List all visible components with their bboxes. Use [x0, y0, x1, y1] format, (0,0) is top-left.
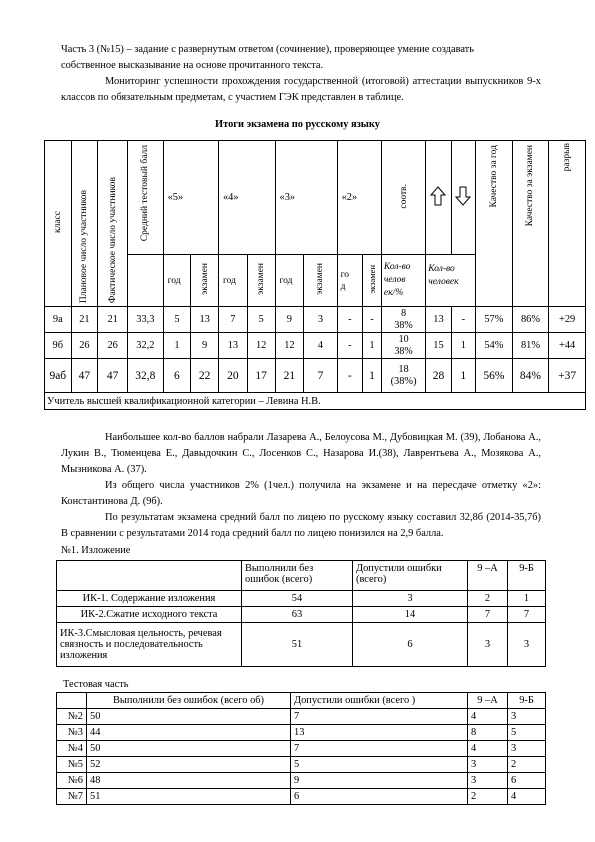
body-text: [61, 430, 541, 542]
test-cell: 50: [87, 741, 291, 757]
test-cell: 7: [291, 709, 468, 725]
test-row: [57, 741, 546, 757]
teacher-footer: Учитель высшей квалификационной категории – Левина Н.В.: [45, 393, 586, 410]
results-cell: 1: [451, 359, 475, 393]
results-cell: 8 38%: [381, 307, 425, 333]
results-cell: 57%: [476, 307, 513, 333]
test-header-cell: Выполнили без ошибок (всего об): [87, 693, 291, 709]
test-cell: 50: [87, 709, 291, 725]
sub-g3-exam: экзамен: [304, 255, 337, 307]
test-cell: №4: [57, 741, 87, 757]
essay-header-cell: 9-Б: [508, 561, 546, 591]
results-cell: 1: [363, 359, 382, 393]
test-row: [57, 757, 546, 773]
essay-cell: 3: [508, 623, 546, 667]
test-cell: 6: [508, 773, 546, 789]
results-cell: +44: [549, 333, 586, 359]
test-cell: 9: [291, 773, 468, 789]
results-cell: 21: [98, 307, 128, 333]
results-cell: 1: [163, 333, 191, 359]
results-cell: 9: [275, 307, 304, 333]
results-cell: 10 38%: [381, 333, 425, 359]
para-average: По результатам экзамена средний балл по лицею по русскому языку составил 32,8б (2014-35,7б) В сравнении с результатами 2014 года средний балл по лицею понизился на 2,9 балла.: [61, 512, 541, 539]
essay-table: [56, 560, 546, 667]
essay-cell: 1: [508, 591, 546, 607]
results-cell: 21: [71, 307, 98, 333]
test-cell: 3: [468, 757, 508, 773]
test-cell: 3: [468, 773, 508, 789]
results-cell: 28: [426, 359, 451, 393]
results-cell: 7: [218, 307, 247, 333]
para-failures: Из общего числа участников 2% (1чел.) получила на экзамене и на пересдаче отметку «2»: Константинова Д. (9б).: [61, 480, 541, 507]
results-cell: 5: [163, 307, 191, 333]
header-actual: Фактическое число участников: [98, 141, 128, 307]
header-avg-blank: [128, 255, 163, 307]
results-cell: -: [451, 307, 475, 333]
results-cell: 21: [275, 359, 304, 393]
results-row: [45, 359, 586, 393]
results-cell: 32,8: [128, 359, 163, 393]
essay-cell: 51: [242, 623, 353, 667]
essay-header-row: [57, 561, 546, 591]
test-cell: 51: [87, 789, 291, 805]
test-cell: 6: [291, 789, 468, 805]
results-cell: 81%: [512, 333, 549, 359]
essay-row: [57, 623, 546, 667]
test-table: [56, 692, 546, 805]
sub-g5-year: год: [163, 255, 191, 307]
results-cell: 5: [247, 307, 275, 333]
sub-g2-exam: экзамен: [363, 255, 382, 307]
test-cell: №7: [57, 789, 87, 805]
results-cell: 4: [304, 333, 337, 359]
para-top-scorers: Наибольшее кол-во баллов набрали Лазарева А., Белоусова М., Дубовицкая М. (39), Лобанова А., Лукин В., Тюменцева Е., Давыдочкин С., Лосенков С., Назарова И.(38), Лаврентьева А., Мозякова А., Мызникова А. (37).: [61, 432, 541, 475]
test-cell: 52: [87, 757, 291, 773]
header-g4: «4»: [218, 141, 275, 255]
test-row: [57, 773, 546, 789]
results-cell: -: [337, 307, 362, 333]
essay-cell: 54: [242, 591, 353, 607]
results-cell: 9: [191, 333, 219, 359]
essay-cell: ИК-2.Сжатие исходного текста: [57, 607, 242, 623]
test-cell: 44: [87, 725, 291, 741]
sub-match: Кол-во челов ек/%: [381, 255, 425, 307]
results-cell: 32,2: [128, 333, 163, 359]
header-quality-exam: Качество за экзамен: [512, 141, 549, 307]
test-cell: №2: [57, 709, 87, 725]
essay-cell: 14: [353, 607, 468, 623]
essay-header-cell: [57, 561, 242, 591]
results-cell: 20: [218, 359, 247, 393]
test-cell: №5: [57, 757, 87, 773]
essay-cell: ИК-1. Содержание изложения: [57, 591, 242, 607]
essay-header-cell: Выполнили без ошибок (всего): [242, 561, 353, 591]
sub-g3-year: год: [275, 255, 304, 307]
essay-cell: 3: [468, 623, 508, 667]
results-table: [44, 140, 586, 410]
results-cell: 26: [98, 333, 128, 359]
results-cell: 1: [451, 333, 475, 359]
header-avg: Средний тестовый балл: [128, 141, 163, 255]
essay-cell: 3: [353, 591, 468, 607]
test-header-cell: Допустили ошибки (всего ): [291, 693, 468, 709]
results-cell: 54%: [476, 333, 513, 359]
results-cell: -: [363, 307, 382, 333]
header-up: [426, 141, 451, 255]
essay-row: [57, 591, 546, 607]
sub-arrows: Кол-во человек: [426, 255, 476, 307]
results-cell: 13: [218, 333, 247, 359]
results-cell: -: [337, 359, 362, 393]
test-header-row: [57, 693, 546, 709]
header-match: соотв.: [381, 141, 425, 255]
results-cell: 47: [71, 359, 98, 393]
results-cell: 84%: [512, 359, 549, 393]
header-gap: разрыв: [549, 141, 586, 307]
results-cell: 3: [304, 307, 337, 333]
essay-cell: 6: [353, 623, 468, 667]
results-cell: 47: [98, 359, 128, 393]
test-cell: 2: [508, 757, 546, 773]
results-row: [45, 333, 586, 359]
header-g2: «2»: [337, 141, 381, 255]
results-cell: 12: [247, 333, 275, 359]
results-cell: 86%: [512, 307, 549, 333]
intro-line-1: Часть 3 (№15) – задание с развернутым ответом (сочинение), проверяющее умение создавать: [61, 44, 474, 55]
results-cell: 9аб: [45, 359, 72, 393]
results-title: Итоги экзамена по русскому языку: [215, 119, 380, 130]
essay-cell: ИК-3.Смысловая цельность, речевая связность и последовательность изложения: [57, 623, 242, 667]
test-cell: 4: [468, 741, 508, 757]
results-cell: 17: [247, 359, 275, 393]
essay-cell: 7: [468, 607, 508, 623]
intro-line-3: Мониторинг успешности прохождения государственной (итоговой) аттестации выпускников 9-х классов по обязательным предметам, с участием ГЭК представлен в таблице.: [61, 76, 541, 103]
results-cell: 13: [426, 307, 451, 333]
test-cell: 2: [468, 789, 508, 805]
intro-block: [61, 42, 541, 106]
test-cell: 8: [468, 725, 508, 741]
test-cell: 5: [508, 725, 546, 741]
test-header-cell: 9 –А: [468, 693, 508, 709]
test-cell: 4: [508, 789, 546, 805]
test-cell: 7: [291, 741, 468, 757]
essay-cell: 7: [508, 607, 546, 623]
results-row: [45, 307, 586, 333]
essay-header-cell: 9 –А: [468, 561, 508, 591]
test-header-cell: 9-Б: [508, 693, 546, 709]
results-cell: 6: [163, 359, 191, 393]
test-cell: 5: [291, 757, 468, 773]
results-cell: 33,3: [128, 307, 163, 333]
header-class: класс: [45, 141, 72, 307]
test-row: [57, 725, 546, 741]
header-down: [451, 141, 475, 255]
arrow-down-icon: [455, 186, 471, 206]
results-cell: +29: [549, 307, 586, 333]
test-cell: №6: [57, 773, 87, 789]
results-cell: 22: [191, 359, 219, 393]
essay-title: №1. Изложение: [61, 545, 131, 556]
results-cell: 26: [71, 333, 98, 359]
results-cell: 9а: [45, 307, 72, 333]
essay-cell: 63: [242, 607, 353, 623]
results-cell: 1: [363, 333, 382, 359]
header-g3: «3»: [275, 141, 337, 255]
results-cell: 13: [191, 307, 219, 333]
results-cell: 9б: [45, 333, 72, 359]
results-cell: 15: [426, 333, 451, 359]
results-cell: -: [337, 333, 362, 359]
test-row: [57, 789, 546, 805]
test-row: [57, 709, 546, 725]
sub-g4-exam: экзамен: [247, 255, 275, 307]
intro-line-2: собственное высказывание на основе прочитанного текста.: [61, 60, 324, 71]
arrow-up-icon: [430, 186, 446, 206]
test-title: Тестовая часть: [63, 679, 129, 690]
essay-row: [57, 607, 546, 623]
results-cell: +37: [549, 359, 586, 393]
sub-g2-year: го д: [337, 255, 362, 307]
test-header-cell: [57, 693, 87, 709]
header-g5: «5»: [163, 141, 218, 255]
sub-g4-year: год: [218, 255, 247, 307]
results-cell: 12: [275, 333, 304, 359]
header-quality-year: Качество за год: [476, 141, 513, 307]
results-cell: 7: [304, 359, 337, 393]
results-cell: 56%: [476, 359, 513, 393]
test-cell: 13: [291, 725, 468, 741]
header-planned: Плановое число участников: [71, 141, 98, 307]
test-cell: 3: [508, 741, 546, 757]
test-cell: 4: [468, 709, 508, 725]
test-cell: №3: [57, 725, 87, 741]
results-cell: 18 (38%): [381, 359, 425, 393]
sub-g5-exam: экзамен: [191, 255, 219, 307]
essay-header-cell: Допустили ошибки (всего): [353, 561, 468, 591]
test-cell: 3: [508, 709, 546, 725]
test-cell: 48: [87, 773, 291, 789]
essay-cell: 2: [468, 591, 508, 607]
